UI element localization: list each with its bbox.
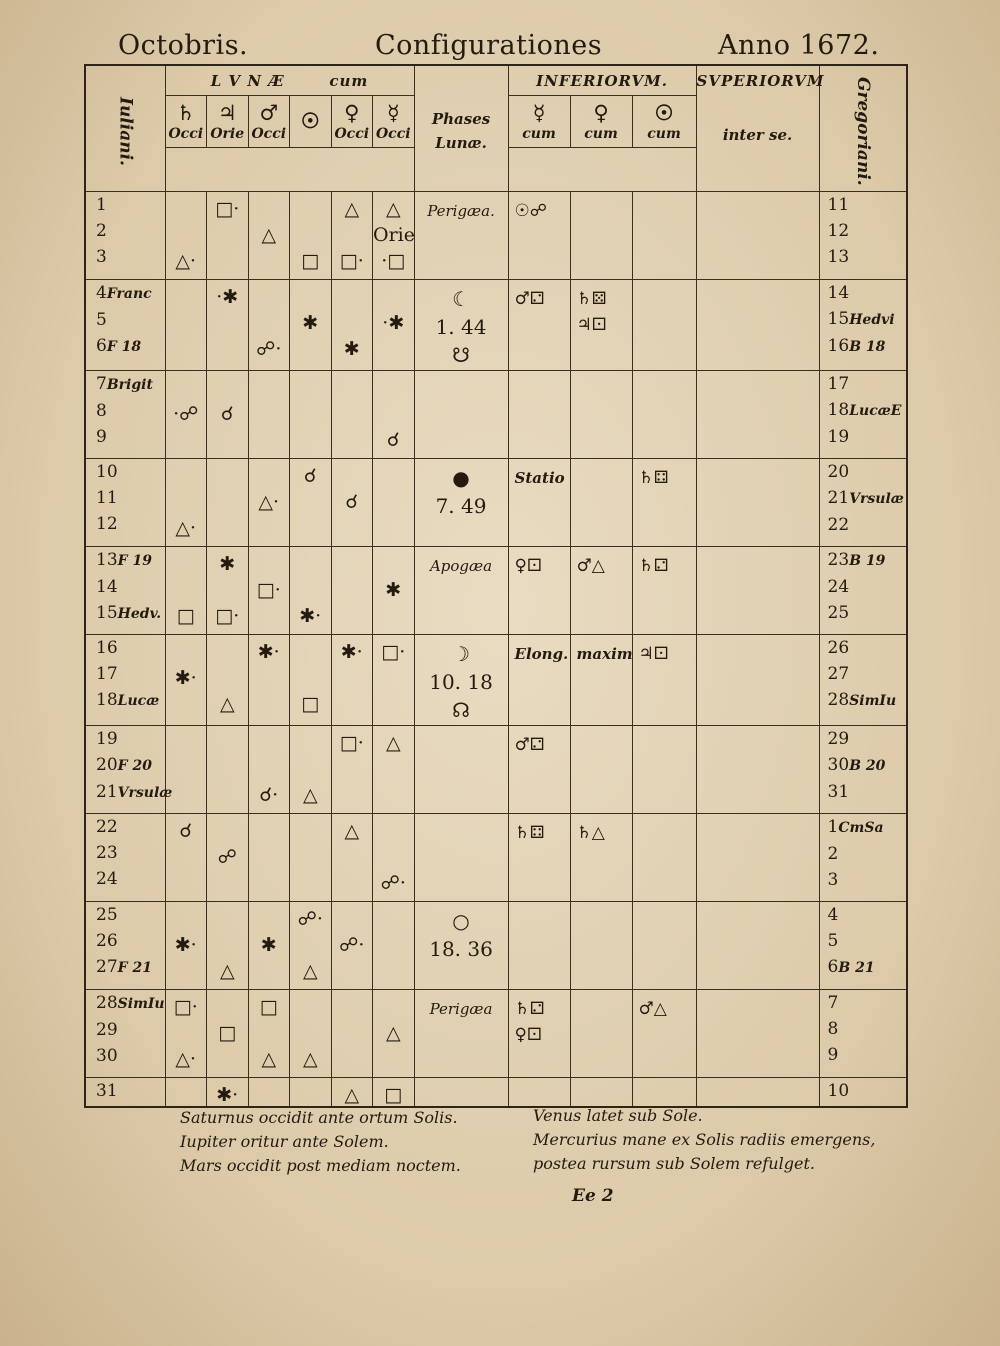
inferior-aspect-cell: ♂△ — [570, 546, 632, 634]
inferior-aspect-cell — [570, 725, 632, 813]
aspect-mark: △· — [175, 249, 197, 272]
julian-days: 4Franc 5 6F 18 — [85, 279, 165, 370]
julian-days: 7Brigit 8 9 — [85, 370, 165, 458]
superior-cell — [696, 725, 819, 813]
inferior-aspect-cell: ♄⚃ — [632, 458, 696, 546]
day-block — [85, 813, 907, 901]
aspect-mark: □ — [301, 249, 320, 272]
inferior-aspect-cell: ♃⚀ — [632, 634, 696, 725]
moon-aspect-cell — [207, 279, 249, 370]
inferior-aspect-cell: ♄⚁ — [632, 546, 696, 634]
inferior-aspect-cell — [570, 191, 632, 279]
aspect-mark: △ — [385, 197, 401, 220]
note-line: Venus latet sub Sole. — [533, 1106, 703, 1125]
day-block — [85, 370, 907, 458]
julian-days: 25 26 27F 21 — [85, 901, 165, 989]
moon-planet-0: ♄ Occi — [165, 95, 207, 147]
phase-cell — [414, 725, 508, 813]
aspect-mark: Orie — [373, 223, 415, 246]
moon-planet-2: ♂ Occi — [248, 95, 290, 147]
inferior-aspect-cell: maxim — [570, 634, 632, 725]
moon-aspect-cell — [248, 725, 290, 813]
moon-aspect-cell — [373, 725, 415, 813]
aspect-mark: ·☍ — [173, 402, 199, 425]
inferior-aspect-cell: ♂⚁ — [508, 279, 570, 370]
gregorian-days: 10 — [819, 1077, 907, 1107]
superior-cell — [696, 634, 819, 725]
julian-header: Iuliani. — [85, 65, 165, 191]
superior-cell — [696, 458, 819, 546]
julian-days: 19 20F 20 21Vrsulæ — [85, 725, 165, 813]
aspect-mark: ✱· — [174, 666, 197, 689]
moon-aspect-cell — [290, 989, 332, 1077]
gregorian-days: 17 18LucæE 19 — [819, 370, 907, 458]
moon-aspect-cell — [248, 458, 290, 546]
gregorian-days: 1CmSa 2 3 — [819, 813, 907, 901]
moon-aspect-cell — [207, 634, 249, 725]
notes-right — [533, 1104, 875, 1176]
moon-aspect-cell — [373, 458, 415, 546]
aspect-mark: □· — [339, 249, 364, 272]
moon-aspect-cell — [248, 370, 290, 458]
julian-days: 31 — [85, 1077, 165, 1107]
inferior-aspect-cell — [570, 1077, 632, 1107]
moon-aspect-cell — [248, 634, 290, 725]
moon-aspect-cell — [165, 370, 207, 458]
moon-aspect-cell — [331, 279, 373, 370]
moon-aspect-cell — [373, 279, 415, 370]
moon-aspect-cell — [373, 1077, 415, 1107]
moon-planet-4: ♀ Occi — [331, 95, 373, 147]
julian-days: 10 11 12 — [85, 458, 165, 546]
moon-aspect-cell — [165, 813, 207, 901]
moon-aspect-cell — [165, 546, 207, 634]
superior-cell — [696, 901, 819, 989]
day-block — [85, 1077, 907, 1107]
day-block — [85, 191, 907, 279]
gregorian-days: 7 8 9 — [819, 989, 907, 1077]
moon-aspect-cell — [331, 813, 373, 901]
aspect-mark: △ — [261, 223, 277, 246]
moon-aspect-cell — [248, 901, 290, 989]
lunae-header: L V N Æ cum — [165, 65, 414, 95]
inferior-aspect-cell: Statio — [508, 458, 570, 546]
inf-planet-1: ♀ cum — [570, 95, 632, 147]
julian-days: 22 23 24 — [85, 813, 165, 901]
aspect-mark: ☍· — [380, 871, 406, 894]
moon-aspect-cell — [373, 634, 415, 725]
inferior-aspect-cell — [632, 279, 696, 370]
gregorian-days: 23B 19 24 25 — [819, 546, 907, 634]
moon-aspect-cell — [373, 191, 415, 279]
aspect-mark: △ — [344, 197, 360, 220]
aspect-mark: △· — [175, 516, 197, 539]
note-line: Mars occidit post mediam noctem. — [180, 1156, 461, 1175]
moon-aspect-cell — [373, 546, 415, 634]
moon-aspect-cell — [248, 1077, 290, 1107]
moon-aspect-cell — [207, 989, 249, 1077]
superior-cell — [696, 989, 819, 1077]
notes-left — [180, 1106, 461, 1178]
moon-aspect-cell — [373, 813, 415, 901]
julian-days: 1 2 3 — [85, 191, 165, 279]
moon-aspect-cell — [165, 725, 207, 813]
aspect-mark: ☍· — [256, 337, 282, 360]
moon-aspect-cell — [331, 458, 373, 546]
moon-aspect-cell — [248, 279, 290, 370]
moon-planet-1: ♃ Orie — [207, 95, 249, 147]
julian-days: 13F 19 14 15Hedv. — [85, 546, 165, 634]
aspect-mark: □· — [215, 197, 240, 220]
phase-cell — [414, 370, 508, 458]
inferior-aspect-cell — [508, 370, 570, 458]
julian-days: 16 17 18Lucæ — [85, 634, 165, 725]
moon-aspect-cell — [331, 191, 373, 279]
phase-cell — [414, 813, 508, 901]
moon-aspect-cell — [207, 458, 249, 546]
moon-aspect-cell — [207, 813, 249, 901]
day-block — [85, 725, 907, 813]
phases-header: Phases Lunæ. — [414, 65, 508, 191]
inf-planet-2: ☉ cum — [632, 95, 696, 147]
aspect-mark: ☌ — [179, 819, 193, 842]
phase-cell: ○ 18. 36 — [414, 901, 508, 989]
inferior-aspect-cell: ☉☍ — [508, 191, 570, 279]
inferior-aspect-cell — [632, 725, 696, 813]
aspect-mark: □· — [381, 640, 406, 663]
inferiorum-header: INFERIORVM. — [508, 65, 696, 95]
gregorian-days: 11 12 13 — [819, 191, 907, 279]
superior-cell — [696, 191, 819, 279]
moon-aspect-cell — [207, 546, 249, 634]
aspect-mark: ·✱ — [382, 311, 405, 334]
aspect-mark: ·□ — [381, 249, 406, 272]
phase-cell: Perigæa. — [414, 191, 508, 279]
inferior-aspect-cell: ♄⚄ ♃⚀ — [570, 279, 632, 370]
moon-aspect-cell — [331, 546, 373, 634]
aspect-mark: □· — [339, 731, 364, 754]
aspect-mark: △ — [302, 1047, 318, 1070]
aspect-mark: ·✱ — [216, 285, 239, 308]
moon-aspect-cell — [331, 634, 373, 725]
moon-aspect-cell — [207, 1077, 249, 1107]
aspect-mark: △ — [344, 819, 360, 842]
note-line: Mercurius mane ex Solis radiis emergens, — [533, 1130, 876, 1149]
superior-cell — [696, 279, 819, 370]
moon-aspect-cell — [373, 989, 415, 1077]
aspect-mark: ☌ — [386, 428, 400, 451]
gregorian-days: 4 5 6B 21 — [819, 901, 907, 989]
aspect-mark: □ — [384, 1083, 403, 1106]
inferior-aspect-cell: ♄⚁ ♀⚀ — [508, 989, 570, 1077]
inferior-aspect-cell — [632, 191, 696, 279]
inferior-aspect-cell — [570, 989, 632, 1077]
moon-aspect-cell — [373, 370, 415, 458]
inferior-aspect-cell: Elong. — [508, 634, 570, 725]
inferior-aspect-cell: ♄△ — [570, 813, 632, 901]
aspect-mark: △ — [302, 959, 318, 982]
phase-cell: Perigæa — [414, 989, 508, 1077]
aspect-mark: □· — [173, 995, 198, 1018]
aspect-mark: ✱ — [260, 933, 277, 956]
moon-planet-5: ☿ Occi — [373, 95, 415, 147]
moon-aspect-cell — [331, 1077, 373, 1107]
phase-cell: ☽ 10. 18 ☊ — [414, 634, 508, 725]
gregorian-days: 20 21Vrsulæ 22 — [819, 458, 907, 546]
aspect-mark: ✱· — [216, 1083, 239, 1106]
superior-cell — [696, 1077, 819, 1107]
moon-aspect-cell — [290, 458, 332, 546]
inferior-aspect-cell: ♂△ — [632, 989, 696, 1077]
inferior-aspect-cell — [632, 901, 696, 989]
aspect-mark: □ — [259, 995, 278, 1018]
day-block — [85, 458, 907, 546]
moon-aspect-cell — [331, 901, 373, 989]
moon-aspect-cell — [290, 370, 332, 458]
aspect-mark: ☌ — [303, 464, 317, 487]
inferior-aspect-cell: ♄⚃ — [508, 813, 570, 901]
header-year: Anno 1672. — [718, 30, 880, 61]
header-month: Octobris. — [118, 30, 249, 61]
day-block — [85, 279, 907, 370]
aspect-mark: ✱· — [340, 640, 363, 663]
moon-aspect-cell — [248, 813, 290, 901]
moon-aspect-cell — [207, 901, 249, 989]
note-line: postea rursum sub Solem refulget. — [533, 1154, 815, 1173]
aspect-mark: ✱· — [174, 933, 197, 956]
aspect-mark: ✱ — [385, 578, 402, 601]
moon-aspect-cell — [165, 1077, 207, 1107]
inf-planet-0: ☿ cum — [508, 95, 570, 147]
superior-cell — [696, 813, 819, 901]
superior-cell — [696, 370, 819, 458]
moon-aspect-cell — [165, 634, 207, 725]
moon-aspect-cell — [165, 458, 207, 546]
inferior-aspect-cell: ♀⚀ — [508, 546, 570, 634]
aspect-mark: △· — [175, 1047, 197, 1070]
aspect-mark: △· — [258, 490, 280, 513]
phase-cell: Apogæa — [414, 546, 508, 634]
configurations-table — [84, 64, 908, 1108]
superiorum-header: SVPERIORVM inter se. — [696, 65, 819, 191]
moon-aspect-cell — [207, 370, 249, 458]
moon-aspect-cell — [207, 725, 249, 813]
moon-aspect-cell — [290, 725, 332, 813]
aspect-mark: ✱ — [302, 311, 319, 334]
moon-aspect-cell — [248, 546, 290, 634]
moon-aspect-cell — [290, 279, 332, 370]
phase-cell: ☾ 1. 44 ☋ — [414, 279, 508, 370]
moon-aspect-cell — [331, 725, 373, 813]
phase-cell: ● 7. 49 — [414, 458, 508, 546]
aspect-mark: ☌· — [259, 783, 279, 806]
aspect-mark: ☌ — [220, 402, 234, 425]
inferior-aspect-cell — [508, 1077, 570, 1107]
aspect-mark: ☍· — [297, 907, 323, 930]
moon-aspect-cell — [331, 370, 373, 458]
inferior-aspect-cell: ♂⚁ — [508, 725, 570, 813]
moon-planet-3: ☉ — [290, 95, 332, 147]
day-block — [85, 634, 907, 725]
inferior-aspect-cell — [508, 901, 570, 989]
moon-aspect-cell — [207, 191, 249, 279]
inferior-aspect-cell — [632, 1077, 696, 1107]
moon-aspect-cell — [290, 813, 332, 901]
aspect-mark: □ — [301, 692, 320, 715]
gregorian-days: 14 15Hedvi 16B 18 — [819, 279, 907, 370]
gregorian-days: 29 30B 20 31 — [819, 725, 907, 813]
aspect-mark: ☍ — [217, 845, 237, 868]
julian-days: 28SimIu 29 30 — [85, 989, 165, 1077]
day-block — [85, 546, 907, 634]
aspect-mark: △ — [219, 959, 235, 982]
aspect-mark: ✱· — [257, 640, 280, 663]
moon-aspect-cell — [165, 191, 207, 279]
aspect-mark: △ — [385, 731, 401, 754]
aspect-mark: □· — [256, 578, 281, 601]
moon-aspect-cell — [290, 191, 332, 279]
moon-aspect-cell — [373, 901, 415, 989]
gregorian-days: 26 27 28SimIu — [819, 634, 907, 725]
inferior-aspect-cell — [570, 901, 632, 989]
moon-aspect-cell — [248, 989, 290, 1077]
aspect-mark: ✱ — [343, 337, 360, 360]
aspect-mark: ✱ — [219, 552, 236, 575]
moon-aspect-cell — [165, 901, 207, 989]
moon-aspect-cell — [290, 546, 332, 634]
moon-aspect-cell — [331, 989, 373, 1077]
gregorian-header: Gregoriani. — [819, 65, 907, 191]
aspect-mark: □· — [215, 604, 240, 627]
inferior-aspect-cell — [632, 370, 696, 458]
moon-aspect-cell — [290, 1077, 332, 1107]
moon-aspect-cell — [290, 634, 332, 725]
aspect-mark: △ — [302, 783, 318, 806]
aspect-mark: △ — [219, 692, 235, 715]
inferior-aspect-cell — [570, 458, 632, 546]
aspect-mark: ☌ — [345, 490, 359, 513]
header-title: Configurationes — [375, 30, 603, 61]
inferior-aspect-cell — [570, 370, 632, 458]
phase-cell — [414, 1077, 508, 1107]
aspect-mark: △ — [344, 1083, 360, 1106]
superior-cell — [696, 546, 819, 634]
aspect-mark: ☍· — [339, 933, 365, 956]
inferior-aspect-cell — [632, 813, 696, 901]
moon-aspect-cell — [165, 989, 207, 1077]
note-line: Iupiter oritur ante Solem. — [180, 1132, 389, 1151]
aspect-mark: △ — [385, 1021, 401, 1044]
aspect-mark: △ — [261, 1047, 277, 1070]
aspect-mark: ✱· — [299, 604, 322, 627]
note-line: Saturnus occidit ante ortum Solis. — [180, 1108, 458, 1127]
aspect-mark: □ — [176, 604, 195, 627]
signature-mark: Ee 2 — [572, 1186, 614, 1206]
moon-aspect-cell — [165, 279, 207, 370]
day-block — [85, 901, 907, 989]
aspect-mark: □ — [218, 1021, 237, 1044]
day-block — [85, 989, 907, 1077]
moon-aspect-cell — [248, 191, 290, 279]
moon-aspect-cell — [290, 901, 332, 989]
